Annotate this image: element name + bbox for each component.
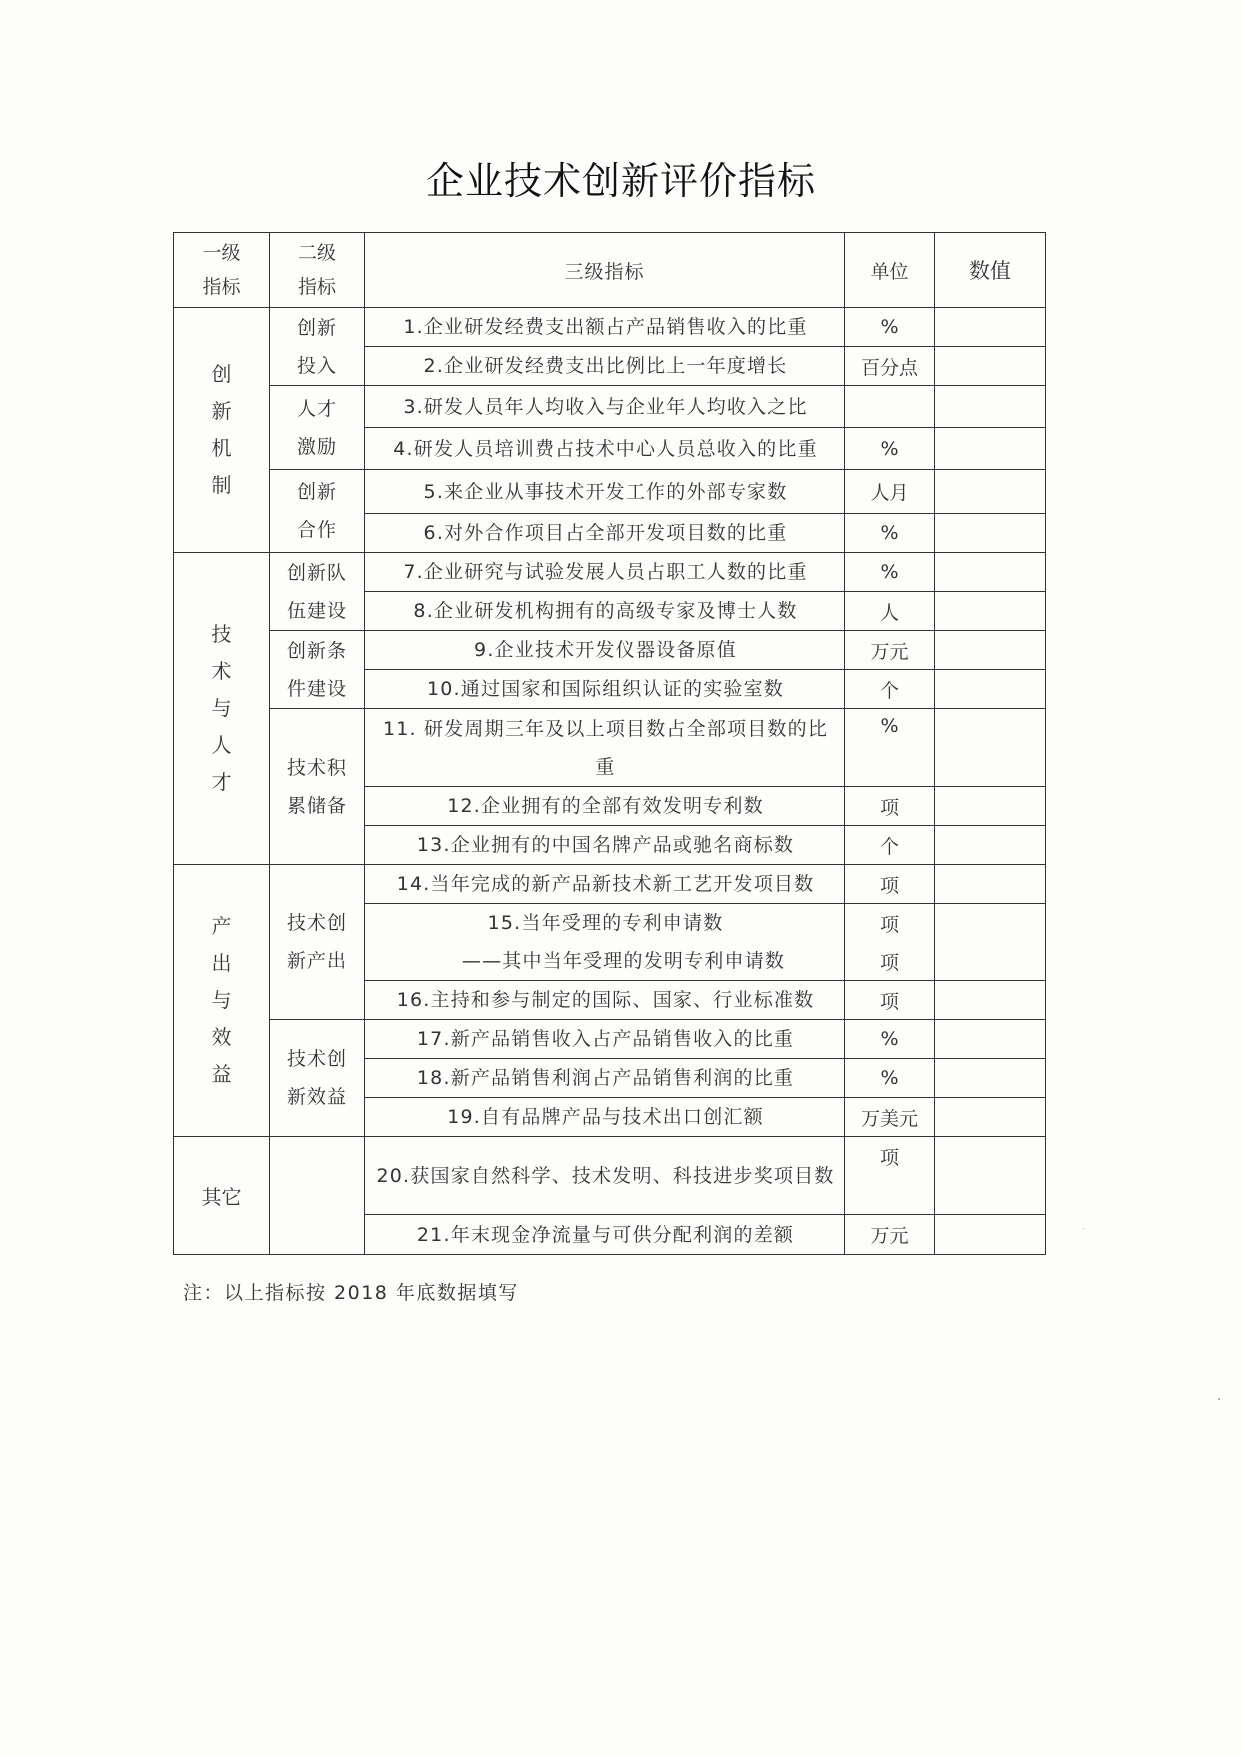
indicator-text: 13.企业拥有的中国名牌产品或驰名商标数 — [365, 826, 845, 865]
indicator-text: 15.当年受理的专利申请数 — [365, 904, 845, 943]
indicator-text: 16.主持和参与制定的国际、国家、行业标准数 — [365, 981, 845, 1020]
indicator-text: 14.当年完成的新产品新技术新工艺开发项目数 — [365, 865, 845, 904]
value-cell[interactable] — [935, 787, 1046, 826]
unit-cell: 项 — [845, 865, 935, 904]
unit-cell: 项 — [845, 1137, 935, 1215]
header-value: 数值 — [935, 233, 1046, 308]
level2-cell: 技术创新效益 — [270, 1020, 365, 1137]
unit-cell: 项 — [845, 787, 935, 826]
value-cell[interactable] — [935, 470, 1046, 514]
unit-cell: % — [845, 428, 935, 470]
table-row — [174, 308, 1046, 347]
unit-cell: 项 — [845, 981, 935, 1020]
indicator-text: 5.来企业从事技术开发工作的外部专家数 — [365, 470, 845, 514]
level1-label: 技 术 与 人 才 — [211, 622, 232, 794]
level2-cell: 技术创新产出 — [270, 865, 365, 1020]
indicator-text: 11. 研发周期三年及以上项目数占全部项目数的比重 — [365, 709, 845, 787]
value-cell[interactable] — [935, 709, 1046, 787]
value-cell[interactable] — [935, 1137, 1046, 1215]
unit-cell: 百分点 — [845, 347, 935, 386]
unit-cell: % — [845, 1020, 935, 1059]
indicator-text: 2.企业研发经费支出比例比上一年度增长 — [365, 347, 845, 386]
indicator-text: 19.自有品牌产品与技术出口创汇额 — [365, 1098, 845, 1137]
level1-cell — [174, 865, 270, 1137]
unit-cell: % — [845, 709, 935, 787]
indicator-text: 6.对外合作项目占全部开发项目数的比重 — [365, 514, 845, 553]
value-cell[interactable] — [935, 826, 1046, 865]
unit-cell: % — [845, 1059, 935, 1098]
level2-cell: 创新合作 — [270, 470, 365, 553]
level2-cell: 创新投入 — [270, 308, 365, 386]
unit-cell: 万元 — [845, 1215, 935, 1255]
unit-cell: 万元 — [845, 631, 935, 670]
value-cell[interactable] — [935, 428, 1046, 470]
value-cell[interactable] — [935, 514, 1046, 553]
indicator-text: 1.企业研发经费支出额占产品销售收入的比重 — [365, 308, 845, 347]
indicator-table — [173, 232, 1046, 1255]
value-cell[interactable] — [935, 592, 1046, 631]
scan-speck — [1218, 1398, 1220, 1400]
level2-cell: 人才激励 — [270, 386, 365, 470]
level2-cell: 创新队伍建设 — [270, 553, 365, 631]
unit-cell: % — [845, 514, 935, 553]
value-cell[interactable] — [935, 904, 1046, 943]
value-cell[interactable] — [935, 670, 1046, 709]
footnote: 注：以上指标按 2018 年底数据填写 — [183, 1282, 519, 1304]
header-level3: 三级指标 — [365, 233, 845, 308]
unit-cell: 项 — [845, 942, 935, 981]
value-cell[interactable] — [935, 347, 1046, 386]
indicator-text: 18.新产品销售利润占产品销售利润的比重 — [365, 1059, 845, 1098]
table-row — [174, 1137, 1046, 1215]
value-cell[interactable] — [935, 942, 1046, 981]
table-row — [174, 865, 1046, 904]
table-header-row — [174, 233, 1046, 308]
value-cell[interactable] — [935, 1059, 1046, 1098]
level1-label: 产 出 与 效 益 — [211, 914, 232, 1086]
unit-cell: % — [845, 553, 935, 592]
value-cell[interactable] — [935, 981, 1046, 1020]
level1-cell: 其它 — [174, 1137, 270, 1255]
indicator-text: 8.企业研发机构拥有的高级专家及博士人数 — [365, 592, 845, 631]
value-cell[interactable] — [935, 308, 1046, 347]
indicator-text: 7.企业研究与试验发展人员占职工人数的比重 — [365, 553, 845, 592]
unit-cell — [845, 386, 935, 428]
unit-cell: 人 — [845, 592, 935, 631]
unit-cell: % — [845, 308, 935, 347]
indicator-text: 21.年末现金净流量与可供分配利润的差额 — [365, 1215, 845, 1255]
indicator-text: 4.研发人员培训费占技术中心人员总收入的比重 — [365, 428, 845, 470]
unit-cell: 个 — [845, 826, 935, 865]
indicator-text: 17.新产品销售收入占产品销售收入的比重 — [365, 1020, 845, 1059]
header-unit: 单位 — [845, 233, 935, 308]
indicator-text: 10.通过国家和国际组织认证的实验室数 — [365, 670, 845, 709]
level1-cell — [174, 553, 270, 865]
page-title: 企业技术创新评价指标 — [425, 159, 816, 203]
value-cell[interactable] — [935, 1098, 1046, 1137]
indicator-text: 20.获国家自然科学、技术发明、科技进步奖项目数 — [365, 1137, 845, 1215]
unit-cell: 人月 — [845, 470, 935, 514]
indicator-text: ——其中当年受理的发明专利申请数 — [365, 942, 845, 981]
value-cell[interactable] — [935, 865, 1046, 904]
table-row — [174, 631, 1046, 670]
value-cell[interactable] — [935, 1020, 1046, 1059]
header-level2: 二级指标 — [270, 233, 365, 308]
unit-cell: 项 — [845, 904, 935, 943]
indicator-text: 3.研发人员年人均收入与企业年人均收入之比 — [365, 386, 845, 428]
indicator-text: 12.企业拥有的全部有效发明专利数 — [365, 787, 845, 826]
table-row — [174, 709, 1046, 787]
level1-label: 创 新 机 制 — [211, 362, 232, 497]
header-level1: 一级指标 — [174, 233, 270, 308]
scan-speck — [1083, 1228, 1084, 1229]
table-row — [174, 1020, 1046, 1059]
value-cell[interactable] — [935, 1215, 1046, 1255]
table-row — [174, 386, 1046, 428]
level2-cell: 技术积累储备 — [270, 709, 365, 865]
value-cell[interactable] — [935, 631, 1046, 670]
value-cell[interactable] — [935, 386, 1046, 428]
table-row — [174, 553, 1046, 592]
level2-cell: 创新条件建设 — [270, 631, 365, 709]
level2-cell-empty — [270, 1137, 365, 1255]
indicator-text: 9.企业技术开发仪器设备原值 — [365, 631, 845, 670]
unit-cell: 个 — [845, 670, 935, 709]
unit-cell: 万美元 — [845, 1098, 935, 1137]
level1-cell — [174, 308, 270, 553]
value-cell[interactable] — [935, 553, 1046, 592]
table-row — [174, 470, 1046, 514]
